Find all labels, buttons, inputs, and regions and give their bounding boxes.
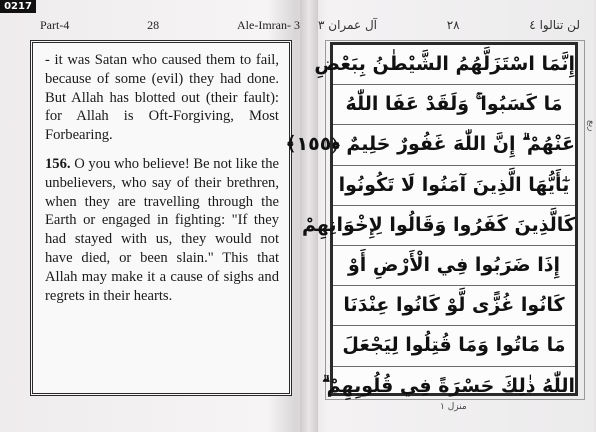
arabic-line: إِذَا ضَرَبُوا فِي الْأَرْضِ أَوْ — [333, 246, 575, 286]
translation-paragraph-1: - it was Satan who caused them to fail, because of some (evil) they had done. But Allah has blotted out (their fault): for Allah is Oft-Forgiving, Most Forbearing. — [45, 52, 279, 144]
arabic-line: إِنَّمَا اسْتَزَلَّهُمُ الشَّيْطٰنُ بِبَعْضِ — [333, 45, 575, 85]
manzil-footer-mark: منزل ١ — [440, 402, 467, 412]
surah-label: Ale-Imran- 3 — [237, 18, 300, 32]
verse-156-text: O you who believe! Be not like the unbelievers, who say of their brethren, when they are travelling through the Earth or engaged in fighting: "If they had stayed with us, they would not have died, or been slain." This that Allah may make it a cause of sighs and regrets in their hearts. — [45, 155, 279, 304]
verse-number: 156. — [45, 155, 71, 172]
left-page-header — [40, 18, 300, 33]
arabic-line: اللّٰهُ ذٰلِكَ حَسْرَةً فِي قُلُوبِهِمْ ۗ — [321, 374, 575, 397]
margin-quarter-mark: ربع — [586, 120, 596, 132]
arabic-line: كَانُوا غُزًّى لَّوْ كَانُوا عِنْدَنَا — [333, 286, 575, 326]
translation-panel — [30, 40, 292, 396]
arabic-line: عَنْهُمْ ۗ إِنَّ اللّٰهَ غَفُورٌ حَلِيمٌ ﴿١٥٥﴾ — [333, 125, 575, 165]
arabic-text-panel — [285, 42, 578, 397]
arabic-line: مَا كَسَبُوا ۚ وَلَقَدْ عَفَا اللّٰهُ — [333, 85, 575, 125]
arabic-page-number: ٢٨ — [446, 18, 460, 32]
translation-paragraph-2 — [45, 155, 279, 305]
arabic-line: كَالَّذِينَ كَفَرُوا وَقَالُوا لِإِخْوَانِهِمْ — [333, 206, 575, 246]
arabic-header-right: لن تنالوا ٤ — [529, 18, 580, 32]
part-label: Part-4 — [40, 18, 70, 32]
arabic-line: يٰٓأَيُّهَا الَّذِينَ آمَنُوا لَا تَكُونُوا — [333, 166, 575, 206]
arabic-line: مَا مَاتُوا وَمَا قُتِلُوا لِيَجْعَلَ — [333, 326, 575, 366]
right-page-header — [318, 18, 580, 32]
arabic-header-left: آل عمران ٣ — [318, 18, 377, 32]
page-number: 28 — [147, 18, 160, 32]
page-id-label: 0217 — [0, 0, 36, 13]
